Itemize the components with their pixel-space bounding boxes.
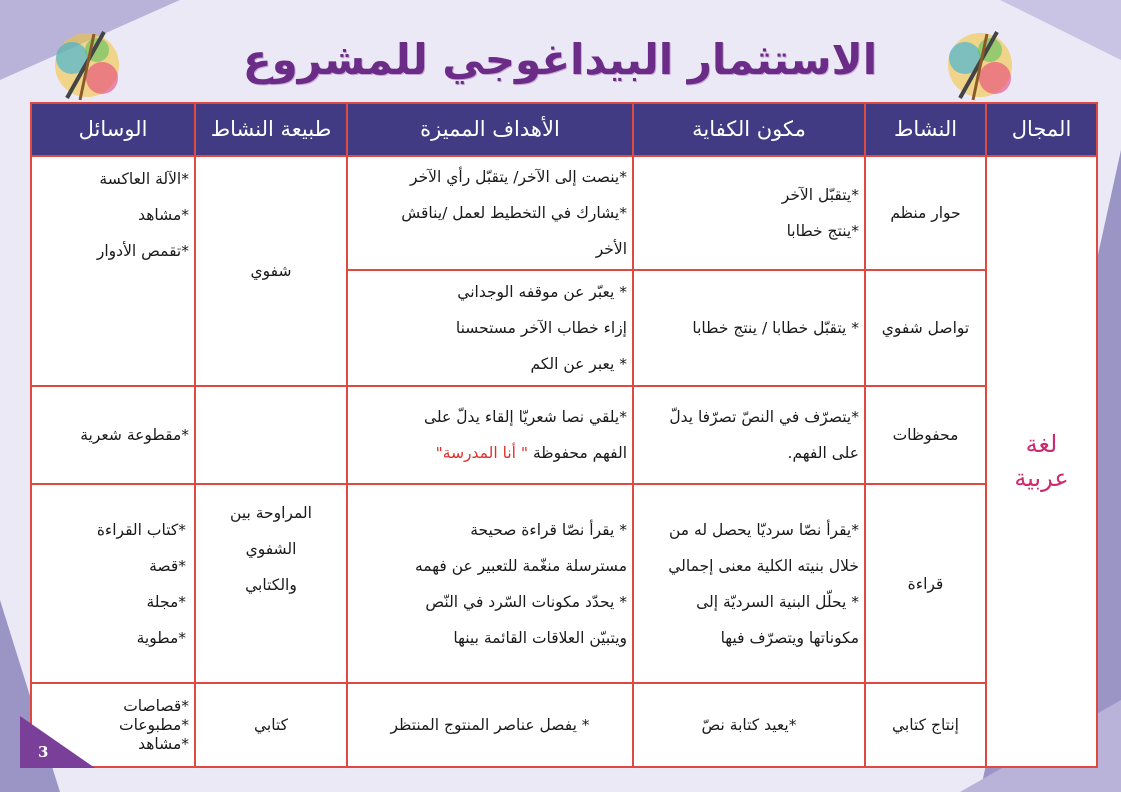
tool-item: *مشاهد [138,734,189,753]
tool-item: *مطوية [136,628,186,647]
competence-cell [633,270,865,386]
header-objectives: الأهداف المميزة [347,103,633,156]
objective-line [353,435,627,471]
table-header-row [31,103,1097,156]
activity-cell: إنتاج كتابي [865,683,986,767]
poem-title: " أنا المدرسة" [435,443,528,462]
nature-line: الشفوي [245,539,297,558]
table-row [31,386,1097,484]
header-activity: النشاط [865,103,986,156]
domain-line: عربية [1014,464,1069,493]
objectives-cell [347,270,633,386]
objective-line: *يشارك في التخطيط لعمل /يناقش [401,203,627,222]
tool-item: *كتاب القراءة [96,520,186,539]
objective-line: * يحدّد مكونات السّرد في النّص [425,592,627,611]
header-competence: مكون الكفاية [633,103,865,156]
competence-line: على الفهم. [787,443,859,462]
page-corner-shape [20,716,95,768]
tools-cell [31,386,195,484]
header-nature: طبيعة النشاط [195,103,347,156]
tool-item: *الآلة العاكسة [99,169,189,188]
activity-cell: قراءة [865,484,986,684]
tools-cell [31,484,195,684]
objective-line: *يلقي نصا شعريّا إلقاء يدلّ على [423,407,627,426]
competence-line: *يتقبّل الآخر [781,185,859,204]
project-table-container [30,102,1096,768]
tool-item: *مشاهد [138,205,189,224]
objective-line: مسترسلة منغّمة للتعبير عن فهمه [414,556,627,575]
painting-tools-logo-icon [42,20,132,110]
objective-line: إزاء خطاب الآخر مستحسنا [455,319,627,338]
tool-item: *مقطوعة شعرية [80,425,189,444]
competence-line: خلال بنيته الكلية معنى إجمالي [668,556,859,575]
project-table [30,102,1098,768]
table-row [31,484,1097,684]
painting-tools-logo-icon [935,20,1025,110]
nature-line: والكتابي [245,575,297,594]
page-title: الاستثمار البيداغوجي للمشروع [242,35,878,84]
nature-cell: كتابي [195,683,347,767]
competence-line: *ينتج خطابا [786,221,859,240]
nature-cell: شفوي [195,156,347,386]
objective-line: الأخر [595,239,627,258]
domain-cell [986,156,1097,767]
header-domain: المجال [986,103,1097,156]
objective-line: * يفصل عناصر المنتوج المنتظر [390,716,590,735]
objectives-cell [347,484,633,684]
objectives-cell [347,156,633,270]
competence-cell [633,156,865,270]
competence-line: * يتقبّل خطابا / ينتج خطابا [692,319,859,338]
tool-item: *مطبوعات [118,715,189,734]
objective-text: الفهم محفوظة [532,443,627,462]
tool-item: *قصة [149,556,186,575]
objective-line: *ينصت إلى الآخر/ يتقبّل رأي الآخر [410,167,627,186]
objectives-cell [347,683,633,767]
competence-line: * يحلّل البنية السرديّة إلى [696,592,859,611]
tool-item: *تقمص الأدوار [96,241,189,260]
objective-line: ويتبيّن العلاقات القائمة بينها [453,628,627,647]
activity-cell: حوار منظم [865,156,986,270]
activity-cell: محفوظات [865,386,986,484]
objective-line: * يعبّر عن موقفه الوجداني [457,283,627,302]
competence-line: *يتصرّف في النصّ تصرّفا يدلّ [669,407,859,426]
competence-cell [633,484,865,684]
nature-cell [195,484,347,684]
tools-cell [31,156,195,386]
competence-line: *يعيد كتابة نصّ [701,716,797,735]
competence-line: مكوناتها ويتصرّف فيها [720,628,859,647]
objectives-cell [347,386,633,484]
nature-cell-empty [195,386,347,484]
competence-cell [633,683,865,767]
objective-line: * يعبر عن الكم [530,355,627,374]
page-number-badge [20,716,95,768]
competence-cell [633,386,865,484]
header-tools: الوسائل [31,103,195,156]
domain-line: لغة [1025,430,1058,459]
objective-line: * يقرأ نصّا قراءة صحيحة [470,520,627,539]
tool-item: *قصاصات [123,696,189,715]
activity-cell: تواصل شفوي [865,270,986,386]
table-row [31,156,1097,270]
nature-line: المراوحة بين [230,503,312,522]
tool-item: *مجلة [146,592,186,611]
table-row [31,683,1097,767]
competence-line: *يقرأ نصّا سرديّا يحصل له من [669,520,859,539]
page-number: 3 [38,743,49,761]
